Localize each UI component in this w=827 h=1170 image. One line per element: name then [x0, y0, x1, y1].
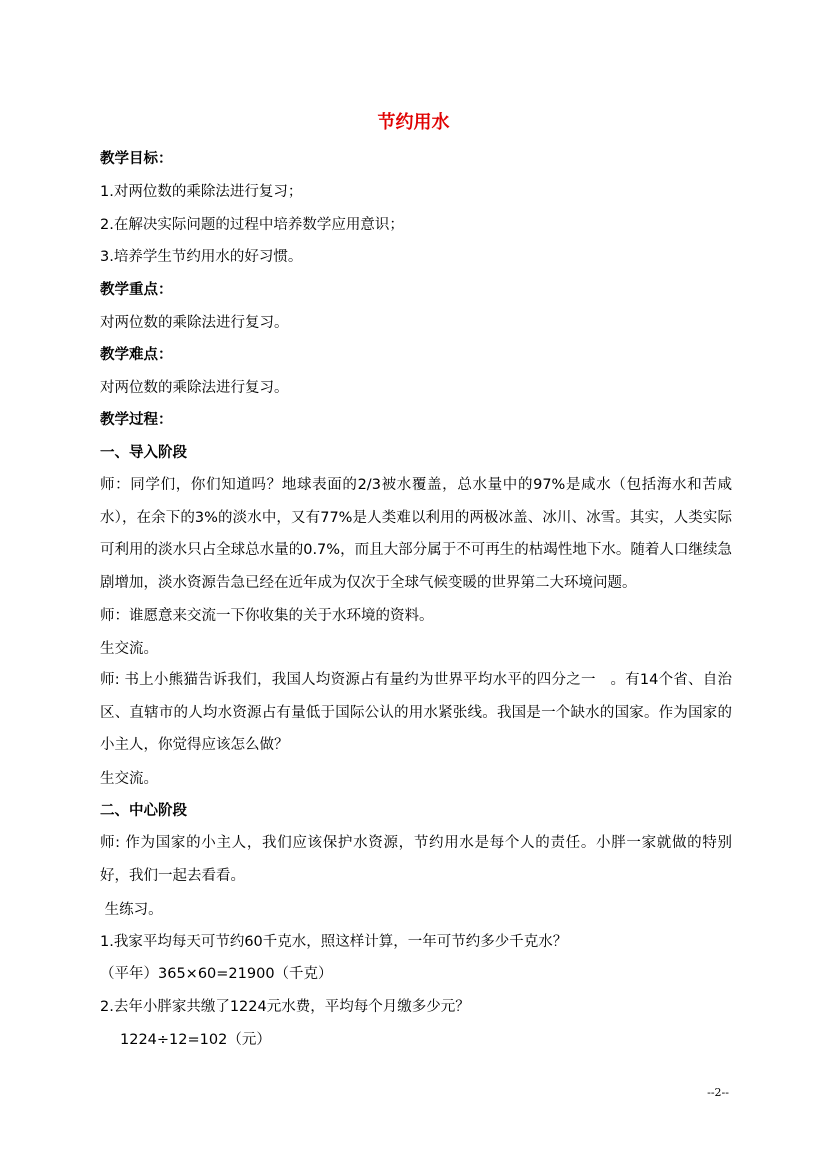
- goal-item-3: 3.培养学生节约用水的好习惯。: [100, 249, 303, 265]
- goal-item-2: 2.在解决实际问题的过程中培养数学应用意识；: [100, 217, 404, 233]
- answer-2: 1224÷12=102（元）: [120, 1032, 271, 1048]
- section1-paragraph-2: 师：谁愿意来交流一下你收集的关于水环境的资料。: [100, 608, 434, 624]
- goal-item-1: 1.对两位数的乘除法进行复习；: [100, 184, 303, 200]
- key-heading: 教学重点：: [100, 282, 173, 298]
- difficulty-text: 对两位数的乘除法进行复习。: [100, 380, 289, 396]
- goals-heading: 教学目标：: [100, 151, 173, 167]
- document-title: 节约用水: [377, 112, 450, 133]
- difficulty-heading: 教学难点：: [100, 347, 173, 363]
- key-text: 对两位数的乘除法进行复习。: [100, 315, 289, 331]
- section1-paragraph-5: 生交流。: [100, 771, 158, 787]
- section1-heading: 一、导入阶段: [100, 445, 187, 461]
- section1-paragraph-1: 师：同学们，你们知道吗？地球表面的2/3被水覆盖，总水量中的97%是咸水（包括海水和苦咸水），在余下的3%的淡水中，又有77%是人类难以利用的两极冰盖、冰川、冰雪。其实，人类实际可利用的淡水只占全球总水量的0.7%，而且大部分属于不可再生的枯竭性地下水。随着人口继续急剧增加，淡水资源告急已经在近年成为仅次于全球气候变暖的世界第二大环境问题。: [100, 477, 732, 591]
- question-2: 2.去年小胖家共缴了1224元水费，平均每个月缴多少元？: [100, 999, 470, 1015]
- answer-1: （平年）365×60=21900（千克）: [100, 966, 333, 982]
- section2-heading: 二、中心阶段: [100, 803, 187, 819]
- section2-paragraph-1: 师: 作为国家的小主人，我们应该保护水资源，节约用水是每个人的责任。小胖一家就做的特别好，我们一起去看看。: [100, 835, 732, 884]
- section2-paragraph-2: 生练习。: [100, 902, 163, 918]
- section1-paragraph-4: 师: 书上小熊猫告诉我们，我国人均资源占有量约为世界平均水平的四分之一 。有14个省、自治区、直辖市的人均水资源占有量低于国际公认的用水紧张线。我国是一个缺水的国家。作为国家的小主人，你觉得应该怎么做？: [100, 672, 732, 753]
- question-1: 1.我家平均每天可节约60千克水，照这样计算，一年可节约多少千克水？: [100, 934, 568, 950]
- page-number: --2--: [707, 1086, 729, 1099]
- section1-paragraph-3: 生交流。: [100, 641, 158, 657]
- process-heading: 教学过程：: [100, 412, 173, 428]
